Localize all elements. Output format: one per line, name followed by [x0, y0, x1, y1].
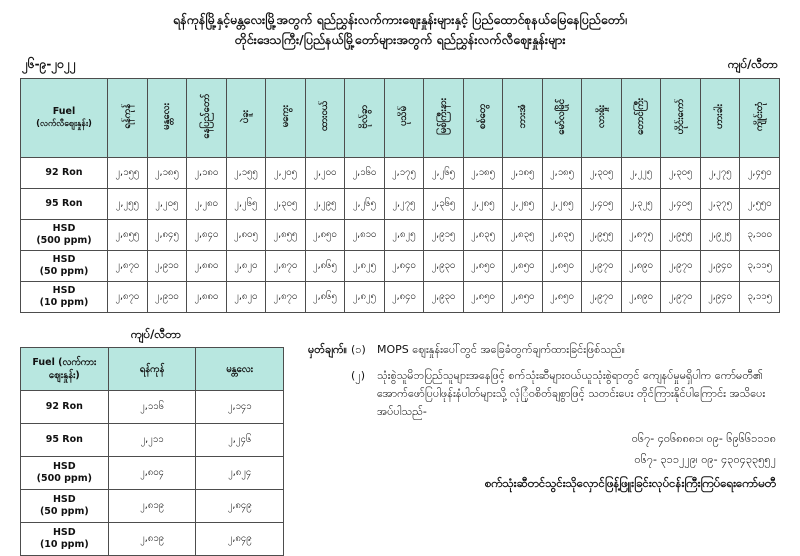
row-label-en: 95 Ron — [45, 198, 83, 209]
table-row — [21, 220, 780, 251]
contact-phone-2: ၀၆၇- ၃၁၁၂၂၉၊ ၀၉- ၄၃၀၄၃၃၅၅၂ — [634, 453, 776, 466]
price-cell: ၂,၈၁၉ — [108, 523, 196, 556]
column-header-label: တောင်ကြီး — [635, 98, 647, 135]
price-cell: ၂,၂၄၆ — [196, 424, 284, 457]
price-cell: ၂,၈၄၀ — [187, 220, 227, 251]
price-cell: ၂,၁၇၅ — [384, 158, 424, 189]
price-cell: ၂,၈၄၉ — [196, 490, 284, 523]
price-cell: ၂,၈၆၅ — [305, 282, 345, 313]
row-label-en: 95 Ron — [45, 434, 83, 445]
retail-price-table — [20, 78, 780, 313]
fuel-header-label-en: Fuel — [52, 106, 76, 117]
column-header-cell — [582, 79, 622, 158]
price-cell: ၂,၂၀၅ — [266, 158, 306, 189]
notes-block — [292, 327, 780, 492]
price-cell: ၂,၁၆၀ — [345, 158, 385, 189]
note-number: (၂) — [351, 369, 366, 382]
price-cell: ၂,၂၆၅ — [345, 189, 385, 220]
table-row — [21, 424, 284, 457]
wholesale-table-body — [21, 391, 284, 556]
row-label-en: HSD — [52, 223, 76, 234]
fuel-column-header — [21, 79, 108, 158]
price-cell: ၂,၈၆၅ — [305, 251, 345, 282]
row-label-en: HSD — [52, 285, 76, 296]
price-cell: ၂,၈၁၉ — [108, 490, 196, 523]
price-cell: ၂,၈၄၉ — [196, 523, 284, 556]
price-cell: ၂,၄၅၀ — [740, 158, 780, 189]
column-header-label: စစ်တွေ — [477, 103, 489, 130]
fuel-column-header — [21, 348, 109, 391]
price-cell: ၂,၁၅၅ — [108, 158, 148, 189]
column-header-label: နေပြည်တော် — [200, 94, 212, 139]
price-cell: ၂,၃၂၅ — [621, 189, 661, 220]
column-header-label: ဟားခါး — [714, 103, 726, 129]
price-cell: ၂,၈၅၀ — [463, 251, 503, 282]
price-cell: ၂,၂၈၀ — [187, 189, 227, 220]
retail-unit-label: ကျပ်/လီတာ — [727, 57, 778, 71]
column-header-label: ဟိုင်းကော် — [674, 98, 686, 135]
date-unit-row — [0, 50, 800, 78]
price-cell: ၃,၁၁၅ — [740, 282, 780, 313]
price-cell: ၂,၈၉၀ — [621, 282, 661, 313]
row-label — [21, 391, 109, 424]
price-cell: ၂,၈၇၅ — [621, 220, 661, 251]
price-cell: ၂,၁၈၅ — [542, 158, 582, 189]
column-header-cell — [740, 79, 780, 158]
row-label — [21, 523, 109, 556]
price-cell: ၂,၈၃၅ — [503, 220, 543, 251]
price-cell: ၂,၂၈၅ — [463, 189, 503, 220]
column-header-cell: မန္တလေး — [196, 348, 284, 391]
price-cell: ၂,၈၂၀ — [226, 251, 266, 282]
column-header-label: ပုသိမ် — [398, 106, 410, 127]
retail-table-head — [21, 79, 780, 158]
price-cell: ၂,၂၂၅ — [621, 158, 661, 189]
column-header-cell — [108, 79, 148, 158]
price-cell: ၂,၃၀၅ — [582, 158, 622, 189]
price-cell: ၂,၈၅၅ — [266, 220, 306, 251]
row-label — [21, 282, 108, 313]
wholesale-price-table — [20, 347, 284, 556]
row-label-mm: (500 ppm) — [36, 235, 92, 246]
notes-label: မှတ်ချက်။ — [308, 343, 348, 356]
price-cell: ၂,၈၂၄ — [196, 457, 284, 490]
price-cell: ၂,၉၇၀ — [582, 251, 622, 282]
price-cell: ၂,၈၇၀ — [266, 251, 306, 282]
price-cell: ၂,၈၀၄ — [108, 457, 196, 490]
price-cell: ၂,၂၈၅ — [503, 189, 543, 220]
price-cell: ၂,၉၁၅ — [424, 220, 464, 251]
price-cell: ၂,၁၄၁ — [196, 391, 284, 424]
price-cell: ၂,၃၆၅ — [424, 189, 464, 220]
fuel-header-label-mm: (လက်ကားဈေးနှုန်း) — [48, 357, 97, 381]
row-label-en: HSD — [52, 527, 76, 538]
page-title-line-2: တိုင်းဒေသကြီး/ပြည်နယ်မြို့တော်များအတွက် ရည်ညွှန်းလက်လီဈေးနှုန်းများ — [234, 32, 566, 47]
column-header-label: ပဲခူး — [240, 109, 252, 124]
price-cell: ၂,၈၂၀ — [226, 282, 266, 313]
column-header-label: ကျိုင်းတုံ — [753, 101, 765, 132]
wholesale-block — [20, 327, 292, 556]
price-cell: ၂,၉၄၀ — [700, 251, 740, 282]
price-cell: ၂,၂၆၅ — [424, 158, 464, 189]
price-cell: ၂,၉၃၀ — [424, 282, 464, 313]
page-title-line-1: ရန်ကုန်မြို့နှင့်မန္တလေးမြို့အတွက် ရည်ညွှန်းလက်ကားဈေးနှုန်းများနှင့် ပြည်ထောင်စုနယ်မြေနေပြည်တော်၊ — [173, 12, 627, 27]
price-cell: ၂,၈၄၀ — [384, 282, 424, 313]
wholesale-table-head — [21, 348, 284, 391]
price-cell: ၂,၂၁၁ — [108, 424, 196, 457]
issuing-committee: စက်သုံးဆီတင်သွင်းသိုလှောင်ဖြန့်ဖြူးခြင်းလုပ်ငန်းကြီးကြပ်ရေးကော်မတီ — [484, 476, 776, 490]
price-cell: ၂,၂၉၅ — [305, 189, 345, 220]
price-cell: ၂,၂၈၅ — [542, 189, 582, 220]
price-cell: ၂,၈၂၅ — [345, 282, 385, 313]
price-cell: ၂,၄၀၅ — [582, 189, 622, 220]
price-cell: ၂,၉၁၀ — [147, 282, 187, 313]
table-row — [21, 457, 284, 490]
price-cell: ၂,၈၃၅ — [542, 220, 582, 251]
note-text: သုံးစွဲသူမိဘပြည်သူများအနေဖြင့် စက်သုံးဆီများဝယ်ယူသုံးစွဲရာတွင် ကျေနပ်မှုမရှိပါက ကော်မတီ၏ အောက်ဖော်ပြပါဖုန်းနံပါတ်များသို့ လုံြုံဝစိတ်ချစွာဖြင့် သတင်းပေး တိုင်ကြားနိုင်ပါကြောင်း အသိပေးအပ်ပါသည်- — [377, 369, 766, 418]
fuel-header-label-en: Fuel — [32, 357, 55, 368]
price-cell: ၂,၉၅၅ — [582, 220, 622, 251]
table-row — [21, 282, 780, 313]
price-cell: ၂,၉၃၀ — [424, 251, 464, 282]
column-header-cell — [542, 79, 582, 158]
price-cell: ၃,၁၁၅ — [740, 251, 780, 282]
price-cell: ၂,၉၅၅ — [661, 220, 701, 251]
price-cell: ၂,၉၇၀ — [582, 282, 622, 313]
column-header-label: ထားဝယ် — [319, 101, 331, 132]
row-label-en: HSD — [52, 494, 76, 505]
price-cell: ၂,၅၅၀ — [740, 189, 780, 220]
row-label-mm: (10 ppm) — [39, 539, 89, 550]
price-cell: ၂,၈၈၀ — [187, 282, 227, 313]
note-text: MOPS ဈေးနှုန်းပေါ်တွင် အခြေခံတွက်ချက်ထားခြင်းဖြစ်သည်။ — [377, 343, 625, 356]
price-cell: ၂,၈၃၅ — [463, 220, 503, 251]
price-cell: ၂,၈၅၀ — [542, 251, 582, 282]
row-label-mm: (50 ppm) — [39, 266, 89, 277]
column-header-label: ရန်ကုန် — [121, 104, 133, 129]
price-cell: ၂,၁၈၅ — [147, 158, 187, 189]
table-header-row — [21, 79, 780, 158]
row-label-mm: (500 ppm) — [36, 473, 92, 484]
column-header-cell — [147, 79, 187, 158]
price-cell: ၂,၄၀၅ — [661, 189, 701, 220]
lower-section — [20, 327, 780, 556]
price-cell: ၂,၈၅၀ — [542, 282, 582, 313]
header-title-block — [0, 0, 800, 50]
row-label-en: 92 Ron — [45, 401, 83, 412]
publication-date: ၂၆-၉-၂၀၂၂ — [22, 57, 76, 71]
note-item — [308, 367, 780, 421]
row-label-mm: (50 ppm) — [39, 506, 89, 517]
price-cell: ၂,၈၅၀ — [305, 220, 345, 251]
price-cell: ၂,၈၂၅ — [384, 220, 424, 251]
column-header-label: မကွေး — [279, 105, 291, 128]
row-label — [21, 424, 109, 457]
price-cell: ၂,၈၂၅ — [345, 251, 385, 282]
price-cell: ၂,၁၈၀ — [187, 158, 227, 189]
column-header-cell — [384, 79, 424, 158]
note-item — [308, 341, 780, 359]
column-header-cell — [345, 79, 385, 158]
contact-phone-1: ၀၆၇- ၄၀၆၈၈၈၁၊ ၀၉- ၆၉၆၆၁၁၁၈ — [631, 432, 776, 445]
note-number: (၁) — [351, 343, 366, 356]
column-header-cell — [621, 79, 661, 158]
price-cell: ၂,၉၂၅ — [700, 220, 740, 251]
column-header-cell: ရန်ကုန် — [108, 348, 196, 391]
price-cell: ၂,၈၄၀ — [384, 251, 424, 282]
price-cell: ၂,၂၀၅ — [147, 189, 187, 220]
row-label — [21, 457, 109, 490]
column-header-cell — [661, 79, 701, 158]
price-cell: ၂,၈၅၀ — [463, 282, 503, 313]
row-label — [21, 189, 108, 220]
price-cell: ၂,၉၄၀ — [700, 282, 740, 313]
price-cell: ၂,၁၁၆ — [108, 391, 196, 424]
price-cell: ၂,၈၉၀ — [621, 251, 661, 282]
price-cell: ၂,၈၈၀ — [187, 251, 227, 282]
column-header-cell — [226, 79, 266, 158]
price-cell: ၂,၁၈၅ — [463, 158, 503, 189]
column-header-cell — [463, 79, 503, 158]
price-cell: ၂,၈၅၀ — [503, 251, 543, 282]
column-header-label: မန္တလေး — [161, 103, 173, 130]
price-cell: ၂,၂၇၅ — [384, 189, 424, 220]
price-cell: ၂,၁၈၅ — [503, 158, 543, 189]
price-cell: ၂,၈၇၀ — [266, 282, 306, 313]
price-cell: ၂,၈၁၀ — [345, 220, 385, 251]
fuel-header-label-mm: (လက်လီဈေးနှုန်း) — [36, 119, 92, 129]
price-cell: ၂,၈၄၅ — [147, 220, 187, 251]
price-cell: ၂,၂၇၅ — [700, 158, 740, 189]
price-cell: ၂,၂၀၀ — [305, 158, 345, 189]
column-header-cell — [424, 79, 464, 158]
price-cell: ၂,၂၅၅ — [108, 189, 148, 220]
column-header-label: မြစ်ကြီးနား — [437, 98, 449, 135]
row-label — [21, 220, 108, 251]
table-row — [21, 158, 780, 189]
row-label — [21, 490, 109, 523]
price-cell: ၂,၃၀၅ — [661, 158, 701, 189]
row-label-en: 92 Ron — [45, 167, 83, 178]
column-header-label: မော်လမြိုင် — [556, 98, 568, 135]
price-cell: ၂,၁၅၅ — [226, 158, 266, 189]
row-label-en: HSD — [52, 461, 76, 472]
price-cell: ၂,၈၅၀ — [503, 282, 543, 313]
price-cell: ၂,၂၆၅ — [226, 189, 266, 220]
price-cell: ၂,၉၇၀ — [661, 282, 701, 313]
row-label-mm: (10 ppm) — [39, 297, 89, 308]
table-header-row — [21, 348, 284, 391]
price-cell: ၃,၁၀၀ — [740, 220, 780, 251]
price-cell: ၂,၈၇၀ — [108, 282, 148, 313]
price-cell: ၂,၈၀၅ — [226, 220, 266, 251]
row-label — [21, 158, 108, 189]
price-cell: ၂,၃၀၅ — [266, 189, 306, 220]
column-header-cell — [305, 79, 345, 158]
price-cell: ၂,၈၅၅ — [108, 220, 148, 251]
table-row — [21, 391, 284, 424]
column-header-label: ဘားအံ — [516, 104, 528, 129]
column-header-label: လားရှိုး — [595, 104, 607, 129]
table-row — [21, 189, 780, 220]
column-header-cell — [187, 79, 227, 158]
table-row — [21, 251, 780, 282]
row-label — [21, 251, 108, 282]
column-header-cell — [503, 79, 543, 158]
table-row — [21, 523, 284, 556]
price-cell: ၂,၉၁၀ — [147, 251, 187, 282]
column-header-label: ဗိုလ်ခွာ — [358, 104, 370, 129]
retail-table-body — [21, 158, 780, 313]
row-label-en: HSD — [52, 254, 76, 265]
price-cell: ၂,၉၇၀ — [661, 251, 701, 282]
column-header-cell — [700, 79, 740, 158]
price-cell: ၂,၃၇၅ — [700, 189, 740, 220]
wholesale-unit-label: ကျပ်/လီတာ — [130, 327, 182, 341]
price-cell: ၂,၈၇၀ — [108, 251, 148, 282]
column-header-cell — [266, 79, 306, 158]
table-row — [21, 490, 284, 523]
